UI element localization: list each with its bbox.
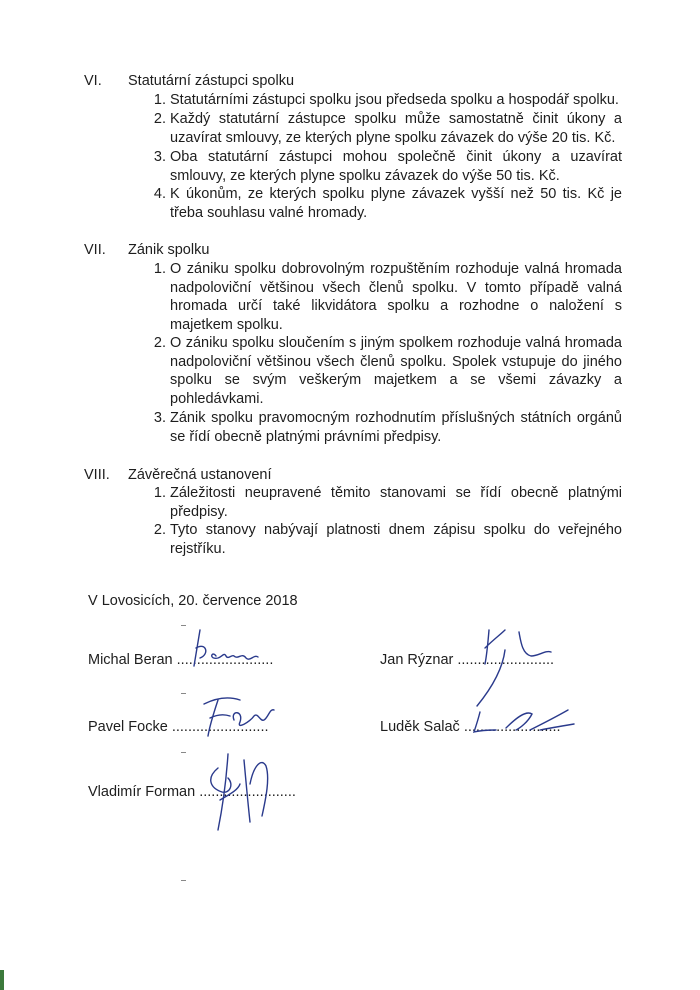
signer-name: Vladimír Forman xyxy=(88,784,196,800)
list-item xyxy=(153,260,622,334)
scan-edge-marker xyxy=(0,970,4,990)
list-item xyxy=(153,521,622,558)
signature-jan-ryznar xyxy=(455,620,585,710)
scan-mark xyxy=(181,693,186,694)
item-number: 2. xyxy=(153,111,166,127)
scan-mark xyxy=(181,880,186,881)
signature-dots: ........................ xyxy=(463,719,561,735)
list-item xyxy=(153,110,622,147)
item-number: 3. xyxy=(153,410,166,426)
signature-pavel-focke xyxy=(196,690,282,740)
item-text: Tyto stanovy nabývají platnosti dnem zápisu spolku do veřejného rejstříku. xyxy=(170,522,622,557)
item-text: Zánik spolku pravomocným rozhodnutím příslušných státních orgánů se řídí obecně platnými právními předpisy. xyxy=(170,410,622,445)
signature-dots: ........................ xyxy=(457,652,555,668)
list-item xyxy=(153,334,622,408)
signer-name: Pavel Focke xyxy=(88,719,168,735)
item-text: O zániku spolku sloučením s jiným spolkem rozhoduje valná hromada nadpoloviční většinou všech členů spolku. Spolek vstupuje do jiného spolku se svým veškerým majetkem a se všemi závazky a pohledávkami. xyxy=(170,335,622,407)
item-text: O zániku spolku dobrovolným rozpuštěním rozhoduje valná hromada nadpoloviční většinou všech členů spolku. V tomto případě valná hromada určí také likvidátora spolku a rozhodne o naložení s majetkem spolku. xyxy=(170,261,622,333)
section-title: Zánik spolku xyxy=(128,242,210,258)
item-number: 1. xyxy=(153,485,166,501)
item-text: Záležitosti neupravené těmito stanovami se řídí obecně platnými předpisy. xyxy=(170,485,622,520)
scan-mark xyxy=(181,625,186,626)
signer-name: Michal Beran xyxy=(88,652,173,668)
signature-ludek-salac xyxy=(470,700,580,740)
section-number: VII. xyxy=(84,242,106,258)
item-text: Oba statutární zástupci mohou společně činit úkony a uzavírat smlouvy, ze kterých plyne spolku závazek do výše 50 tis. Kč. xyxy=(170,149,622,184)
item-number: 2. xyxy=(153,522,166,538)
item-number: 1. xyxy=(153,261,166,277)
scan-mark xyxy=(181,752,186,753)
signer-name: Jan Rýznar xyxy=(380,652,454,668)
item-number: 1. xyxy=(153,92,166,108)
list-item xyxy=(153,409,622,446)
list-item xyxy=(153,91,622,110)
list-item xyxy=(153,185,622,222)
signer-name: Luděk Salač xyxy=(380,719,460,735)
signature-dots: ........................ xyxy=(199,784,296,800)
section-number: VI. xyxy=(84,73,102,89)
item-number: 3. xyxy=(153,149,166,165)
item-number: 4. xyxy=(153,186,166,202)
item-number: 2. xyxy=(153,335,166,351)
signature-vladimir-forman xyxy=(200,744,280,834)
item-text: Každý statutární zástupce spolku může samostatně činit úkony a uzavírat smlouvy, ze kterých plyne spolku závazek do výše 20 tis. Kč. xyxy=(170,111,622,146)
list-item xyxy=(153,148,622,185)
signature-dots: ........................ xyxy=(171,719,269,735)
place-date: V Lovosicích, 20. července 2018 xyxy=(88,593,298,609)
section-number: VIII. xyxy=(84,467,110,483)
section-title: Závěrečná ustanovení xyxy=(128,467,272,483)
list-item xyxy=(153,484,622,521)
signature-michal-beran xyxy=(186,624,266,672)
section-title: Statutární zástupci spolku xyxy=(128,73,295,89)
signature-dots: ........................ xyxy=(176,652,274,668)
item-text: K úkonům, ze kterých spolku plyne závazek vyšší než 50 tis. Kč je třeba souhlasu valné hromady. xyxy=(170,186,622,221)
item-text: Statutárními zástupci spolku jsou předseda spolku a hospodář spolku. xyxy=(170,92,619,108)
